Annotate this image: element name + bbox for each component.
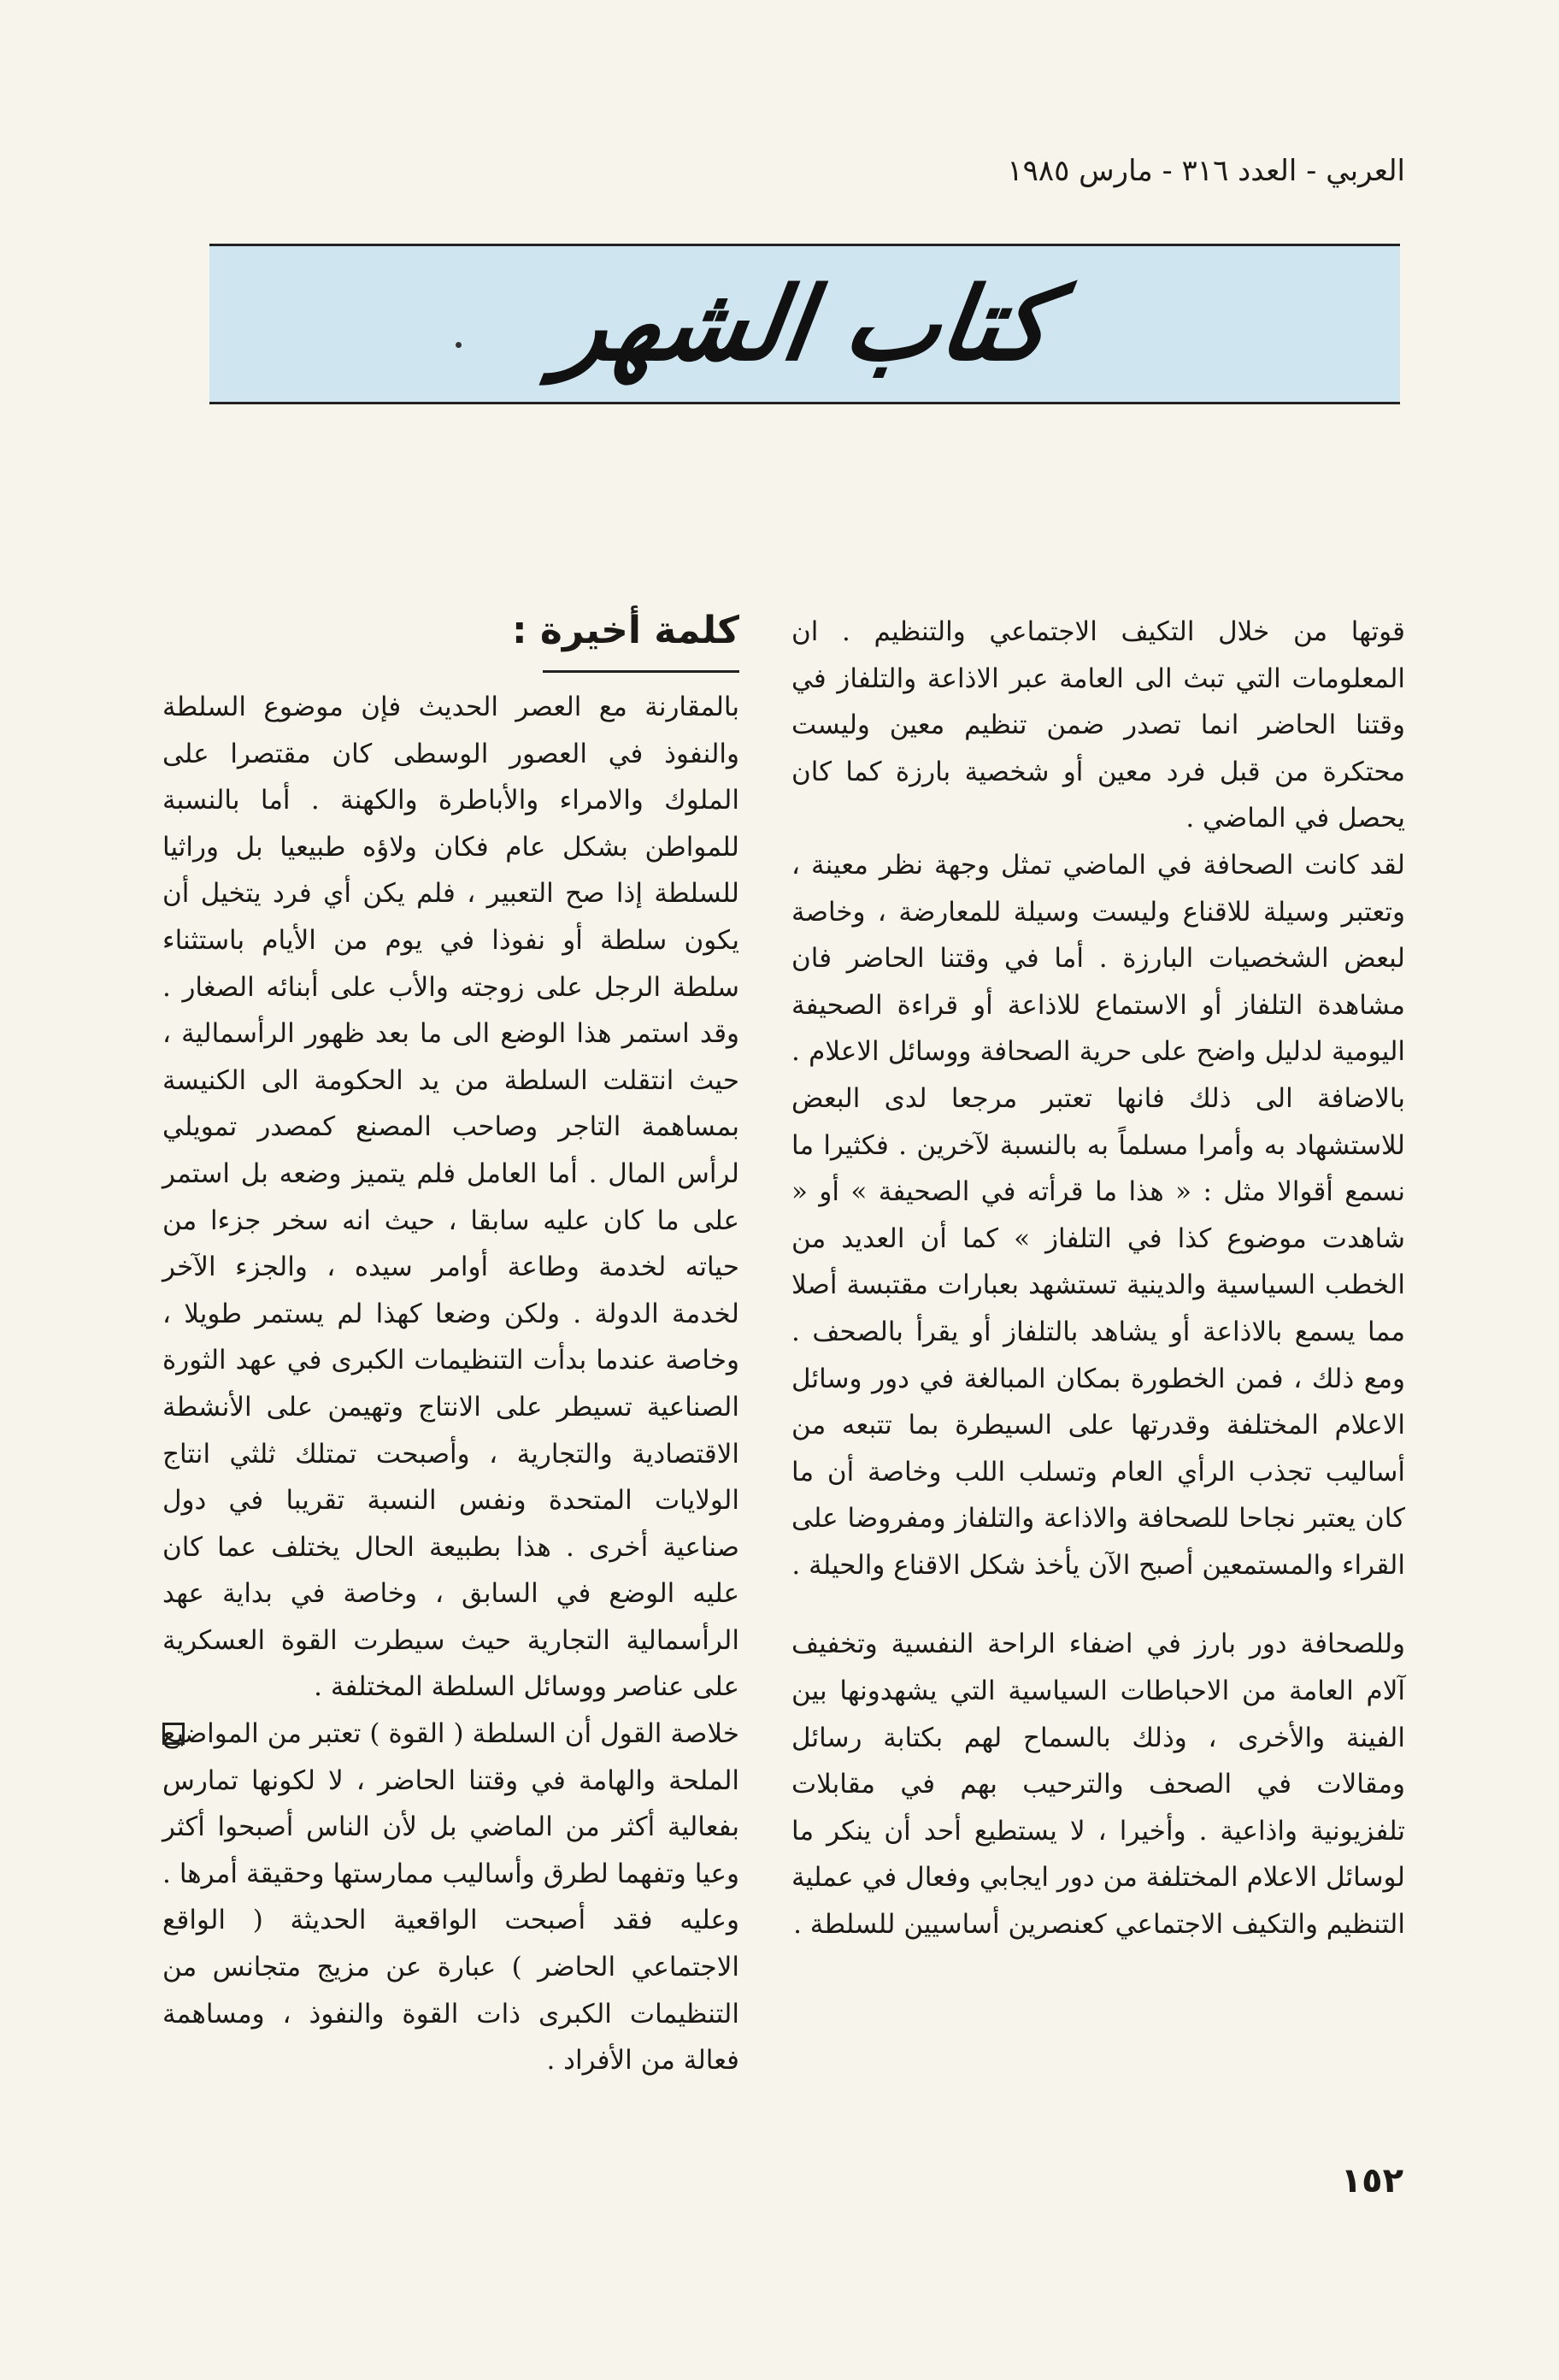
section-banner	[209, 244, 1400, 404]
heading-underline	[543, 670, 739, 673]
left-column	[162, 684, 739, 2084]
right-paragraph-1: قوتها من خلال التكيف الاجتماعي والتنظيم . ان المعلومات التي تبث الى العامة عبر الاذاعة والتلفاز في وقتنا الحاضر انما تصدر ضمن تنظيم معين وليست محتكرة من قبل فرد معين أو شخصية بارزة كما كان يحصل في الماضي .	[791, 616, 1405, 834]
section-heading: كلمة أخيرة :	[511, 609, 739, 652]
right-paragraph-3: وللصحافة دور بارز في اضفاء الراحة النفسية وتخفيف آلام العامة من الاحباطات السياسية التي يشهدونها بين الفينة والأخرى ، وذلك بالسماح لهم بكتابة رسائل ومقالات في الصحف والترحيب بهم في مقابلات تلفزيونية واذاعية . وأخيرا ، لا يستطيع أحد أن ينكر ما لوسائل الاعلام المختلفة من دور ايجابي وفعال في عملية التنظيم والتكيف الاجتماعي كعنصرين أساسيين للسلطة .	[791, 1629, 1405, 1941]
paragraph-gap	[791, 1588, 1405, 1621]
end-of-article-mark	[162, 1723, 185, 1745]
page-number: ١٥٢	[1340, 2161, 1403, 2200]
banner-dot	[456, 342, 462, 348]
right-paragraph-2: لقد كانت الصحافة في الماضي تمثل وجهة نظر معينة ، وتعتبر وسيلة للاقناع وليست وسيلة للمعارضة ، وخاصة لبعض الشخصيات البارزة . أما في وقتنا الحاضر فان مشاهدة التلفاز أو الاستماع للاذاعة أو قراءة الصحيفة اليومية لدليل واضح على حرية الصحافة ووسائل الاعلام . بالاضافة الى ذلك فانها تعتبر مرجعا لدى البعض للاستشهاد به وأمرا مسلماً به بالنسبة لآخرين . فكثيرا ما نسمع أقوالا مثل : « هذا ما قرأته في الصحيفة » أو « شاهدت موضوع كذا في التلفاز » كما أن العديد من الخطب السياسية والدينية تستشهد بعبارات مقتبسة أصلا مما يسمع بالاذاعة أو يشاهد بالتلفاز أو يقرأ بالصحف . ومع ذلك ، فمن الخطورة بمكان المبالغة في دور وسائل الاعلام المختلفة وقدرتها على السيطرة بما تتبعه من أساليب تجذب الرأي العام وتسلب اللب وخاصة أن ما كان يعتبر نجاحا للصحافة والاذاعة والتلفاز ومفروضا على القراء والمستمعين أصبح الآن يأخذ شكل الاقناع والحيلة .	[791, 849, 1405, 1581]
section-title: كتاب الشهر	[551, 265, 1058, 383]
right-column	[791, 609, 1405, 1948]
left-paragraph-1: بالمقارنة مع العصر الحديث فإن موضوع السلطة والنفوذ في العصور الوسطى كان مقتصرا على الملوك والامراء والأباطرة والكهنة . أما بالنسبة للمواطن بشكل عام فكان ولاؤه طبيعيا بل وراثيا للسلطة إذا صح التعبير ، فلم يكن أي فرد يتخيل أن يكون سلطة أو نفوذا في يوم من الأيام باستثناء سلطة الرجل على زوجته والأب على أبنائه الصغار . وقد استمر هذا الوضع الى ما بعد ظهور الرأسمالية ، حيث انتقلت السلطة من يد الحكومة الى الكنيسة بمساهمة التاجر وصاحب المصنع كمصدر تمويلي لرأس المال . أما العامل فلم يتميز وضعه بل استمر على ما كان عليه سابقا ، حيث انه سخر جزءا من حياته لخدمة وطاعة أوامر سيده ، والجزء الآخر لخدمة الدولة . ولكن وضعا كهذا لم يستمر طويلا ، وخاصة عندما بدأت التنظيمات الكبرى في عهد الثورة الصناعية تسيطر على الانتاج وتهيمن على الأنشطة الاقتصادية والتجارية ، وأصبحت تمتلك ثلثي انتاج الولايات المتحدة ونفس النسبة تقريبا في دول صناعية أخرى . هذا بطبيعة الحال يختلف عما كان عليه الوضع في السابق ، وخاصة في بداية عهد الرأسمالية التجارية حيث سيطرت القوة العسكرية على عناصر ووسائل السلطة المختلفة .	[162, 692, 739, 1703]
left-heading-row	[162, 604, 739, 680]
running-head: العربي - العدد ٣١٦ - مارس ١٩٨٥	[1007, 154, 1405, 188]
closing-row	[162, 1711, 739, 2084]
left-paragraph-2: خلاصة القول أن السلطة ( القوة ) تعتبر من المواضيع الملحة والهامة في وقتنا الحاضر ، لا لكونها تمارس بفعالية أكثر من الماضي بل لأن الناس أصبحوا أكثر وعيا وتفهما لطرق وأساليب ممارستها وحقيقة أمرها . وعليه فقد أصبحت الواقعية الحديثة ( الواقع الاجتماعي الحاضر ) عبارة عن مزيج متجانس من التنظيمات الكبرى ذات القوة والنفوذ ، ومساهمة فعالة من الأفراد .	[162, 1718, 739, 2077]
